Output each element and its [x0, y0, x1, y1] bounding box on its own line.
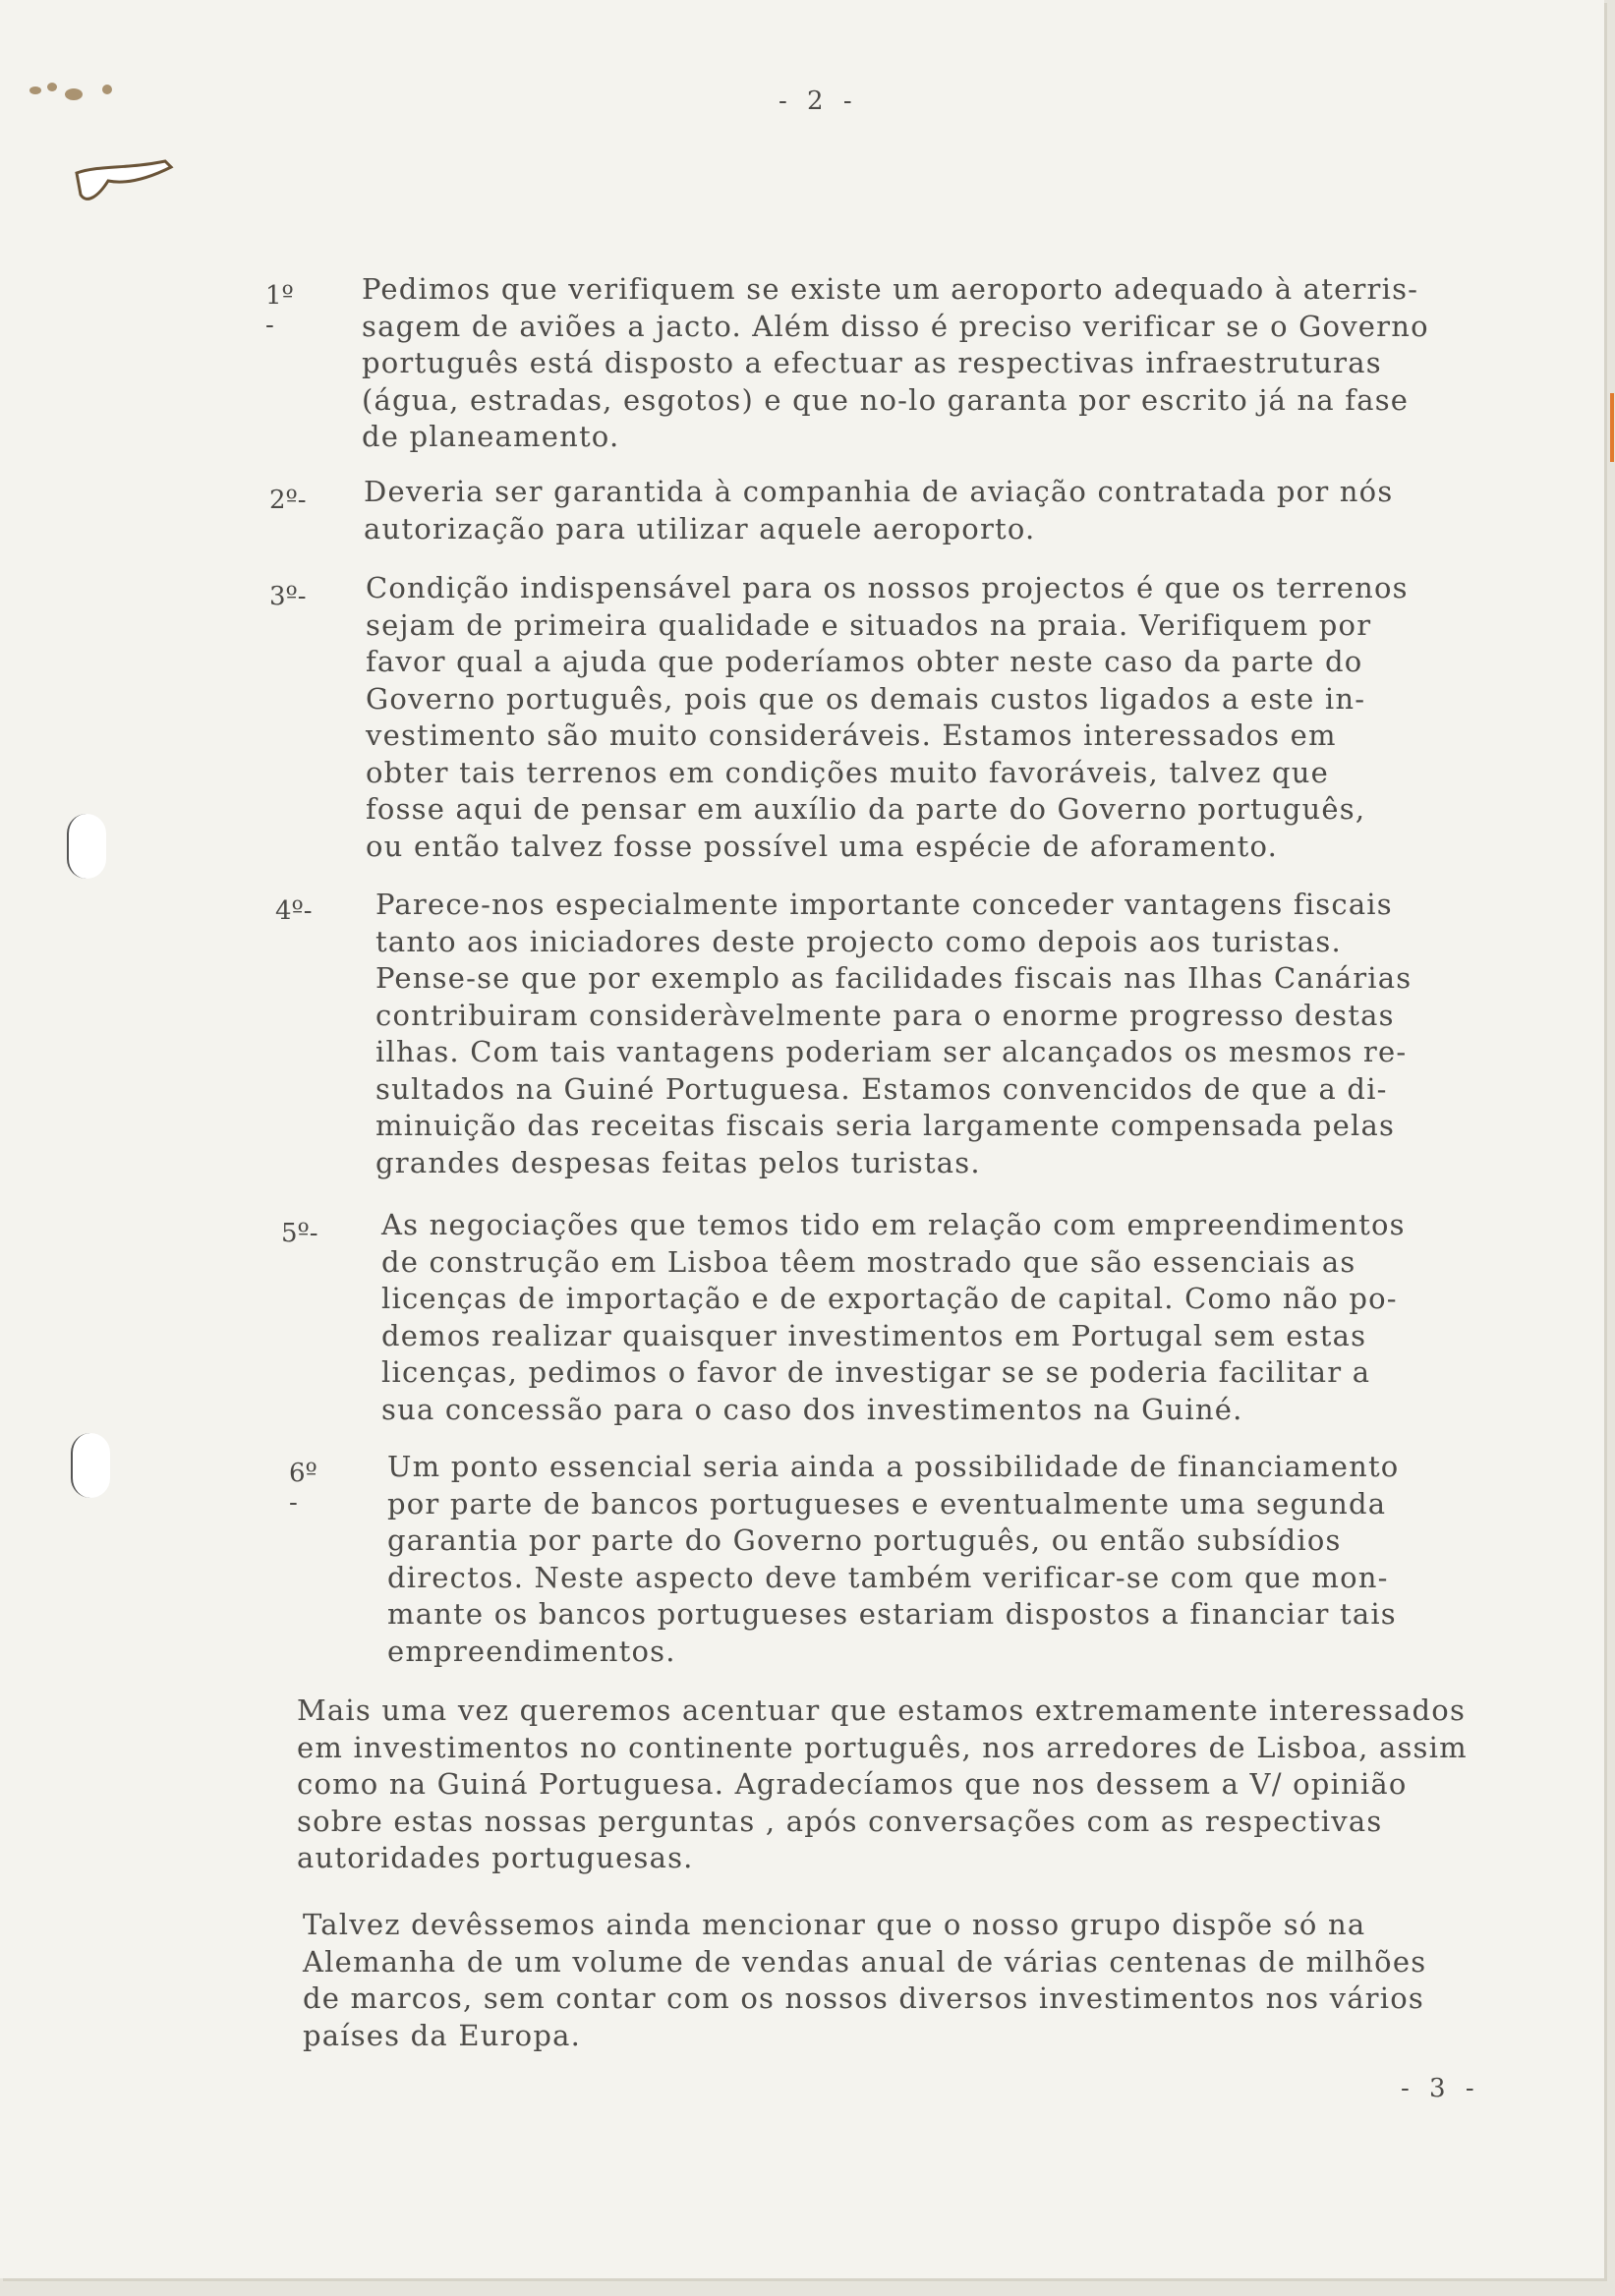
closing-paragraph: Talvez devêssemos ainda mencionar que o nosso grupo dispõe só na Alemanha de um volume de vendas anual de várias centenas de milhões de marcos, sem contar com os nossos diversos investimentos nos vários países da Europa. — [303, 1908, 1427, 2052]
closing-paragraph: Mais uma vez queremos acentuar que estamos extremamente interessados em investimentos no continente português, nos arredores de Lisboa, assim como na Guiná Portuguesa. Agradecíamos que nos dessem a V/ opinião sobre estas nossas perguntas , após conversações com as respectivas autoridades portuguesas. — [297, 1693, 1468, 1874]
next-page-marker: - 3 - — [1401, 2074, 1480, 2103]
rust-stain — [29, 86, 41, 94]
item-text: Deveria ser garantida à companhia de aviação contratada por nós autorização para utilizar aquele aeroporto. — [364, 475, 1394, 545]
page-number: - 2 - — [779, 86, 858, 116]
item-text: Um ponto essencial seria ainda a possibilidade de financiamento por parte de bancos portugueses e eventualmente uma segunda garantia por parte do Governo português, ou então subsídios directos. Neste aspecto deve também verificar-se com que mon- mante os bancos portugueses estariam dispostos a financiar tais empreendimentos. — [387, 1450, 1400, 1668]
item-text: Pedimos que verifiquem se existe um aeroporto adequado à aterris- sagem de aviões a jacto. Além disso é preciso verificar se o Governo português está disposto a efectuar as respectivas infraestruturas (água, estradas, esgotos) e que no-lo garanta por escrito já na fase de planeamento. — [362, 272, 1429, 453]
rust-stain — [47, 83, 57, 91]
item-text: As negociações que temos tido em relação com empreendimentos de construção em Lisboa têem mostrado que são essenciais as licenças de importação e de exportação de capital. Como não po- demos realizar quaisquer investimentos em Portugal sem estas licenças, pedimos o favor de investigar se se poderia facilitar a sua concessão para o caso dos investimentos na Guiné. — [381, 1208, 1406, 1426]
margin-color-mark — [1610, 393, 1614, 462]
item-text: Condição indispensável para os nossos projectos é que os terrenos sejam de primeira qualidade e situados na praia. Verifiquem por favor qual a ajuda que poderíamos obter neste caso da parte do Governo português, pois que os demais custos ligados a este in- vestimento são muito consideráveis. Estamos interessados em obter tais terrenos em condições muito favoráveis, talvez que fosse aqui de pensar em auxílio da parte do Governo português, ou então talvez fosse possível uma espécie de aforamento. — [366, 571, 1409, 863]
rust-stain — [65, 88, 83, 100]
punch-hole — [67, 814, 106, 879]
item-number: 6º - — [289, 1459, 317, 1518]
punch-hole — [71, 1433, 110, 1498]
item-number: 4º- — [275, 896, 313, 926]
rust-stain — [102, 85, 112, 94]
item-text: Parece-nos especialmente importante conceder vantagens fiscais tanto aos iniciadores deste projecto como depois aos turistas. Pense-se que por exemplo as facilidades fiscais nas Ilhas Canárias contribuiram consideràvelmente para o enorme progresso destas ilhas. Com tais vantagens poderiam ser alcançados os mesmos re- sultados na Guiné Portuguesa. Estamos convencidos de que a di- minuição das receitas fiscais seria largamente compensada pelas grandes despesas feitas pelos turistas. — [375, 888, 1413, 1179]
item-number: 2º- — [269, 486, 307, 515]
item-number: 5º- — [281, 1219, 318, 1248]
item-number: 1º - — [265, 281, 294, 340]
torn-corner-mark — [69, 147, 177, 216]
item-number: 3º- — [269, 582, 307, 611]
